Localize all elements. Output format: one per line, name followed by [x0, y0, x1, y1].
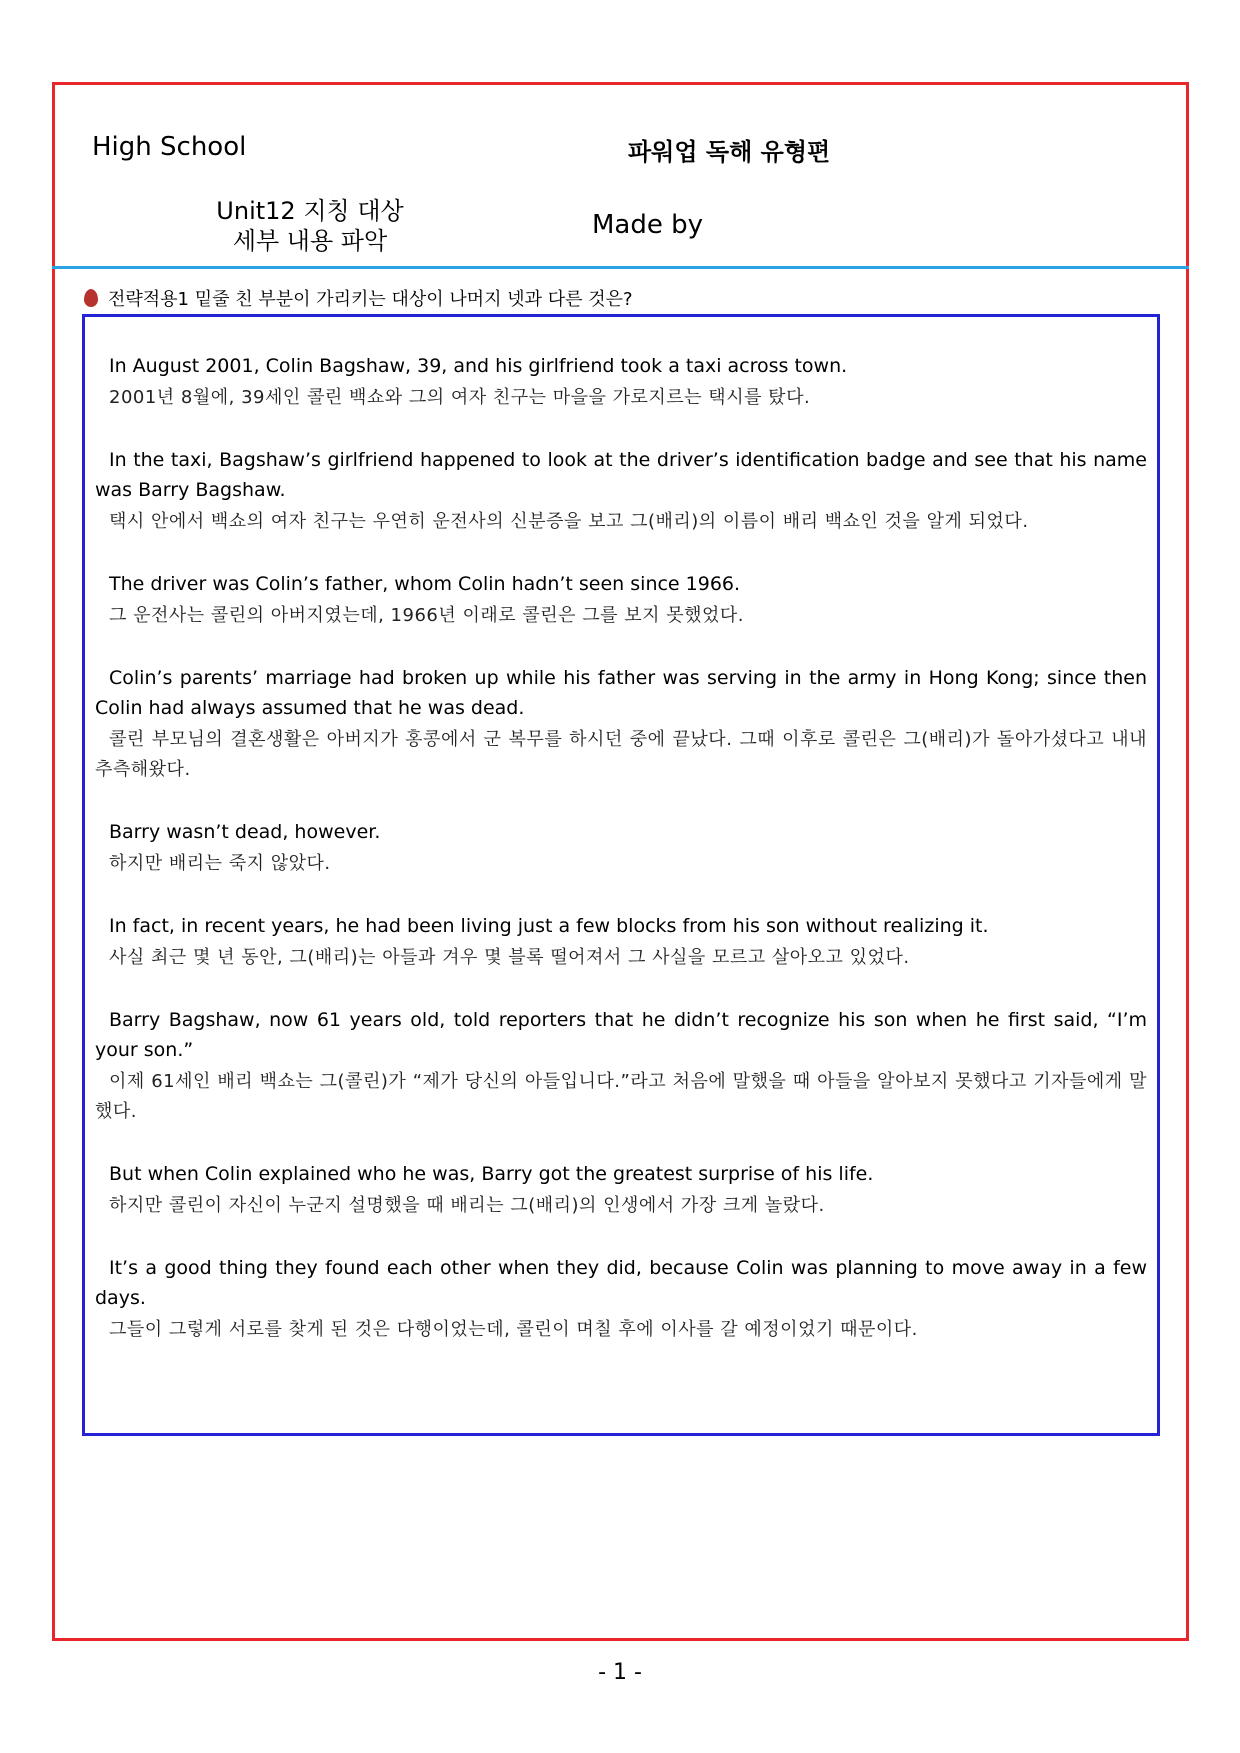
- korean-translation: 택시 안에서 백쇼의 여자 친구는 우연히 운전사의 신분증을 보고 그(배리)의 이름이 배리 백쇼인 것을 알게 되었다.: [109, 511, 1029, 532]
- korean-translation: 이제 61세인 배리 백쇼는 그(콜린)가 “제가 당신의 아들입니다.”라고 처음에 말했을 때 아들을 알아보지 못했다고 기자들에게 말했다.: [95, 1071, 1147, 1122]
- korean-translation: 하지만 콜린이 자신이 누군지 설명했을 때 배리는 그(배리)의 인생에서 가장 크게 놀랐다.: [109, 1195, 825, 1216]
- school-label: High School: [92, 132, 247, 162]
- english-sentence: It’s a good thing they found each other when they did, because Colin was planning to move away in a few days.: [95, 1257, 1147, 1309]
- korean-translation: 그들이 그렇게 서로를 찾게 된 것은 다행이었는데, 콜린이 며칠 후에 이사를 갈 예정이었기 때문이다.: [109, 1319, 918, 1340]
- passage-paragraph: [95, 663, 1147, 785]
- passage-paragraph: [95, 911, 1147, 973]
- english-sentence: Barry wasn’t dead, however.: [109, 821, 381, 843]
- made-by-label: Made by: [592, 210, 704, 240]
- korean-translation: 콜린 부모님의 결혼생활은 아버지가 홍콩에서 군 복무를 하시던 중에 끝났다. 그때 이후로 콜린은 그(배리)가 돌아가셨다고 내내 추측해왔다.: [95, 729, 1147, 780]
- question-text: 전략적용1 밑줄 친 부분이 가리키는 대상이 나머지 넷과 다른 것은?: [108, 289, 633, 310]
- korean-translation: 하지만 배리는 죽지 않았다.: [109, 853, 331, 874]
- page-number: - 1 -: [598, 1660, 642, 1685]
- book-title: 파워업 독해 유형편: [628, 138, 831, 166]
- bullet-icon: [84, 289, 98, 307]
- passage-paragraph: [95, 817, 1147, 879]
- unit-title: [200, 196, 420, 256]
- header-divider: [52, 266, 1189, 269]
- english-sentence: In August 2001, Colin Bagshaw, 39, and his girlfriend took a taxi across town.: [109, 355, 848, 377]
- korean-translation: 그 운전사는 콜린의 아버지였는데, 1966년 이래로 콜린은 그를 보지 못했었다.: [109, 605, 744, 626]
- english-sentence: Colin’s parents’ marriage had broken up while his father was serving in the army in Hong Kong; since then Colin had always assumed that he was dead.: [95, 667, 1147, 719]
- unit-title-line2: 세부 내용 파악: [232, 227, 388, 255]
- korean-translation: 사실 최근 몇 년 동안, 그(배리)는 아들과 겨우 몇 블록 떨어져서 그 사실을 모르고 살아오고 있었다.: [109, 947, 910, 968]
- passage-paragraph: [95, 1159, 1147, 1221]
- english-sentence: But when Colin explained who he was, Barry got the greatest surprise of his life.: [109, 1163, 874, 1185]
- english-sentence: In fact, in recent years, he had been living just a few blocks from his son without realizing it.: [109, 915, 989, 937]
- passage-paragraph: [95, 569, 1147, 631]
- passage-paragraph: [95, 1253, 1147, 1345]
- passage-paragraph: [95, 1005, 1147, 1127]
- korean-translation: 2001년 8월에, 39세인 콜린 백쇼와 그의 여자 친구는 마을을 가로지르는 택시를 탔다.: [109, 387, 811, 408]
- passage-box: [82, 314, 1160, 1436]
- unit-title-line1: Unit12 지칭 대상: [216, 197, 404, 225]
- english-sentence: In the taxi, Bagshaw’s girlfriend happened to look at the driver’s identification badge and see that his name was Barry Bagshaw.: [95, 449, 1147, 501]
- english-sentence: Barry Bagshaw, now 61 years old, told reporters that he didn’t recognize his son when he first said, “I’m your son.”: [95, 1009, 1147, 1061]
- question-prompt: [84, 285, 633, 311]
- passage-paragraph: [95, 445, 1147, 537]
- passage-paragraph: [95, 351, 1147, 413]
- english-sentence: The driver was Colin’s father, whom Colin hadn’t seen since 1966.: [109, 573, 741, 595]
